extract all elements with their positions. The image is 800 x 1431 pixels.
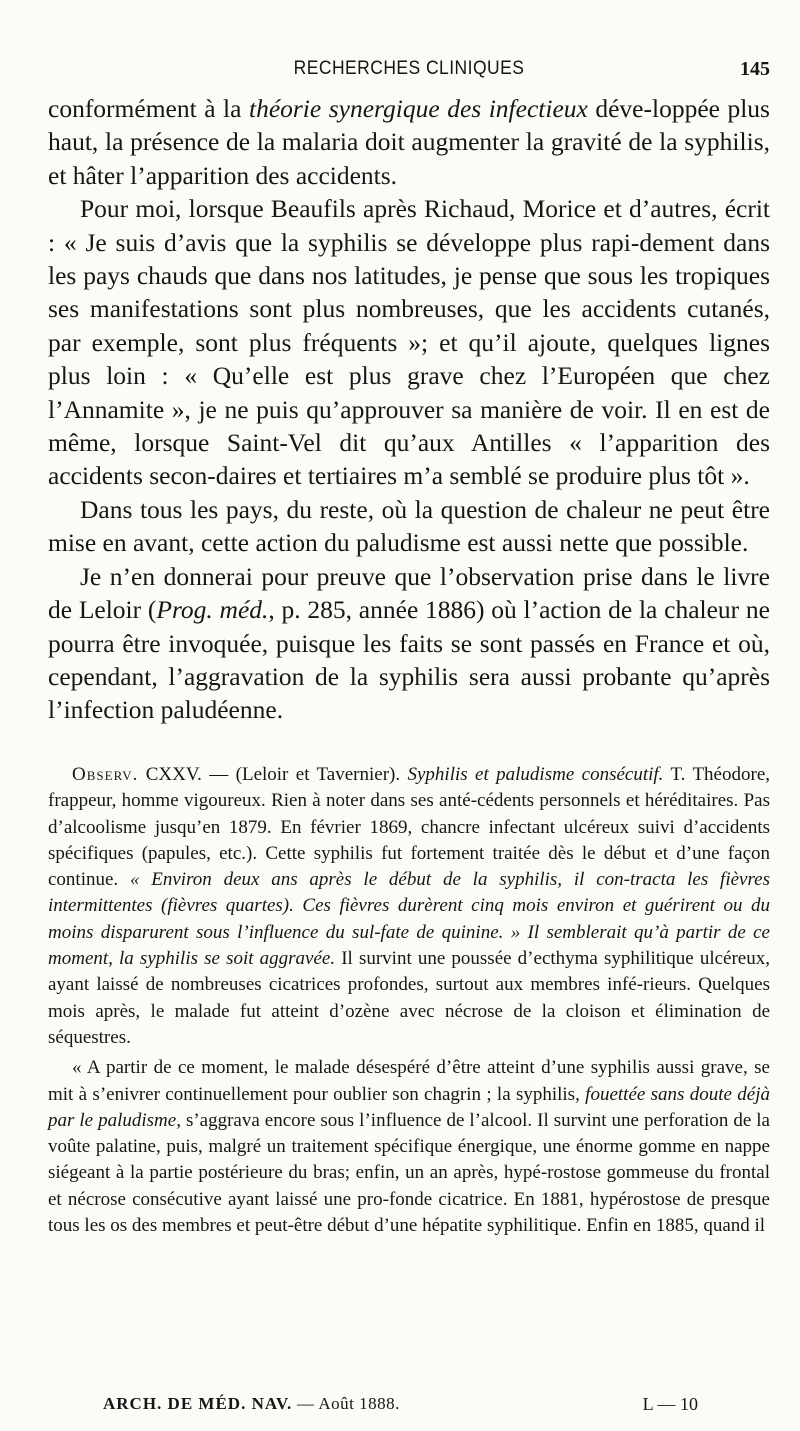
observation-heading: CXXV. — (Leloir et Tavernier). [138,764,408,785]
paragraph-4 [48,560,770,727]
paragraph-1-italic: théorie synergique des infectieux [248,94,588,123]
paragraph-3: Dans tous les pays, du reste, où la question de chaleur ne peut être mise en avant, cette action du paludisme est aussi nette que possible. [48,494,770,558]
observation-paragraph-2 [48,1055,770,1239]
observation-text-2: Il survint une poussée d’ecthyma syphilitique ulcéreux, ayant laissé de nombreuses cicatrices profondes, surtout aux membres infé-rieurs. Quelques mois après, le malade fut atteint d’ozène avec nécrose de la cloison et élimination de séquestres. [48,948,770,1048]
paragraph-4-text-a: Je n’en donnerai pour preuve que l’observation prise dans le livre de Leloir ( [48,561,770,625]
paragraph-1-text-a: conformément à la [48,94,249,123]
journal-date: — Août 1888. [292,1394,400,1413]
paragraph-4-italic: Prog. méd. [156,595,269,625]
signature-mark: L — 10 [642,1394,698,1414]
observation-title: Syphilis et paludisme consécutif. [407,764,664,785]
page-footer [48,1394,770,1418]
page-header [48,58,770,88]
journal-name: ARCH. DE MÉD. NAV. [103,1394,293,1413]
observation-paragraph-1 [48,762,770,1051]
observation-text-1: T. Théodore, frappeur, homme vigoureux. Rien à noter dans ses anté-cédents personnels et héréditaires. Pas d’alcoolisme jusqu’en 1879. En février 1869, chancre infectant ulcéreux suivi d’accidents spécifiques (papules, etc.). Cette syphilis fut fortement traitée dès le début et d’une façon continue. [48,764,770,891]
journal-reference [103,1394,400,1414]
running-title: RECHERCHES CLINIQUES [293,58,525,79]
observation-p2-italic: fouettée sans doute déjà par le paludisme, [48,1083,770,1131]
observation-label: Observ. [72,764,139,785]
paragraph-4-text-c: , p. 285, année 1886) où l’action de la chaleur ne pourra être invoquée, puisque les faits se sont passés en France et où, cependant, l’aggravation de la syphilis sera aussi probante qu’après l’infection paludéenne. [48,595,770,725]
paragraph-1 [48,92,770,192]
page-number: 145 [740,58,770,80]
observation-p2-text-c: s’aggrava encore sous l’influence de l’alcool. Il survint une perforation de la voûte palatine, puis, malgré un traitement spécifique énergique, une énorme gomme en nappe siégeant à la partie postérieure du bras; enfin, un an après, hypé-rostose gommeuse du frontal et nécrose consécutive ayant laissé une pro-fonde cicatrice. En 1881, hypérostose de presque tous les os des membres et peut-être début d’une hépatite syphilitique. Enfin en 1885, quand il [48,1109,770,1237]
observation-p2-text-a: « A partir de ce moment, le malade désespéré d’être atteint d’une syphilis aussi grave, se mit à s’enivrer continuellement pour oublier son chagrin ; la syphilis, [48,1057,770,1105]
observation-block [48,762,770,1239]
paragraph-2: Pour moi, lorsque Beaufils après Richaud, Morice et d’autres, écrit : « Je suis d’avis que la syphilis se développe plus rapi-dement dans les pays chauds que dans nos latitudes, je pense que sous les tropiques ses manifestations sont plus nombreuses, que les accidents cutanés, par exemple, sont plus fréquents »; et qu’il ajoute, quelques lignes plus loin : « Qu’elle est plus grave chez l’Européen que chez l’Annamite », je ne puis qu’approuver sa manière de voir. Il en est de même, lorsque Saint-Vel dit qu’aux Antilles « l’apparition des accidents secon-daires et tertiaires m’a semblé se produire plus tôt ». [48,194,770,491]
observation-quote: « Environ deux ans après le début de la syphilis, il con-tracta les fièvres intermittentes (fièvres quartes). Ces fièvres durèrent cinq mois environ et guérirent ou du moins disparurent sous l’influence du sul-fate de quinine. » Il semblerait qu’à partir de ce moment, la syphilis se soit aggravée. [48,869,770,970]
paragraph-1-text-c: déve-loppée plus haut, la présence de la malaria doit augmenter la gravité de la syphilis, et hâter l’apparition des accidents. [48,94,770,190]
main-text [48,92,770,727]
